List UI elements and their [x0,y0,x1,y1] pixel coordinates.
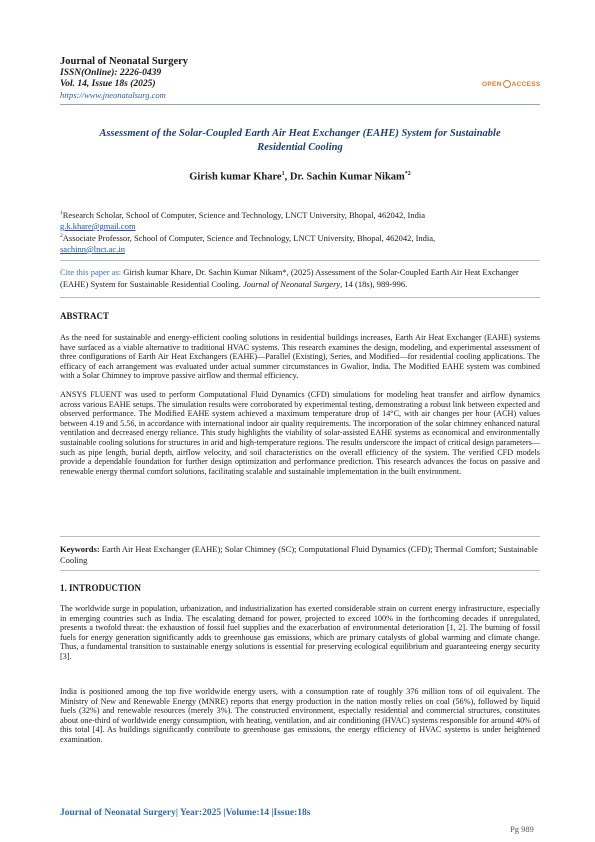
abstract-heading: ABSTRACT [60,311,110,321]
affiliation-1-email-link[interactable]: g.k.khare@gmail.com [60,220,136,231]
affiliation-1-text: Research Scholar, School of Computer, Science and Technology, LNCT University, Bhopal, 462042, India [62,209,426,220]
affiliation-1-mark: 1 [60,210,63,216]
header-divider [60,104,540,105]
open-access-logo [482,80,541,88]
author-1: Girish kumar Khare [189,171,282,183]
open-access-left-text: OPEN [482,80,502,88]
article-title-line-1: Assessment of the Solar-Coupled Earth Air Heat Exchanger (EAHE) System for Sustainable [99,128,501,139]
article-title-line-2: Residential Cooling [257,142,343,153]
citation-bottom-divider [60,297,540,298]
citation-text: Girish kumar Khare, Dr. Sachin Kumar Nikam*, (2025) Assessment of the Solar-Coupled Earth Air Heat Exchanger (EAHE) System for Sustainable Residential Cooling. [60,267,519,289]
introduction-heading: 1. INTRODUCTION [60,583,142,593]
journal-issn: ISSN(Online): 2226-0439 [60,68,162,78]
keywords-text: Earth Air Heat Exchanger (EAHE); Solar Chimney (SC); Computational Fluid Dynamics (CFD); Thermal Comfort; Sustainable Cooling [60,544,538,565]
open-access-lock-icon [503,80,511,88]
abstract-paragraph-1: As the need for sustainable and energy-efficient cooling solutions in residential buildings increases, Earth Air Heat Exchanger (EAHE) systems have surfaced as a viable alternative to traditional HVAC systems. This research examines the design, modeling, and experimental assessment of three configurations of Earth Air Heat Exchangers (EAHE)—Parallel (Existing), Series, and Modified—for residential cooling applications. The efficacy of each arrangement was evaluated under actual summer circumstances in Gwalior, India. The Modified EAHE system was combined with a Solar Chimney to improve passive airflow and thermal efficiency. [60,333,540,381]
author-1-affiliation-mark: 1 [281,171,285,177]
citation-label: Cite this paper as: [60,267,122,277]
footer-page-number: Pg 989 [510,824,534,834]
affiliation-2-text: Associate Professor, School of Computer, Science and Technology, LNCT University, Bhopal, 462042, India, [62,232,436,243]
affiliation-2-mark: 2 [60,233,63,239]
citation-pages: , 14 (18s), 989-996. [340,279,408,289]
author-2-affiliation-mark: *2 [404,171,411,177]
keywords-label: Keywords: [60,544,100,554]
keywords-top-divider [60,536,540,537]
footer-journal-info: Journal of Neonatal Surgery| Year:2025 |Volume:14 |Issue:18s [60,808,311,818]
journal-name: Journal of Neonatal Surgery [60,56,189,67]
article-title [90,127,510,155]
citation-journal: Journal of Neonatal Surgery [242,279,341,289]
introduction-paragraph-2: India is positioned among the top five worldwide energy users, with a consumption rate of roughly 376 million tons of oil equivalent. The Ministry of New and Renewable Energy (MNRE) reports that energy production in the nation mostly relies on coal (56%), followed by liquid fuels (32%) and renewable resources (merely 3%). The constructed environment, especially residential and commercial structures, constitutes about one-third of worldwide energy consumption, with heating, ventilation, and air conditioning (HVAC) systems responsible for around 40% of this total [4]. As buildings significantly contribute to greenhouse gas emissions, the energy efficiency of HVAC systems is under heightened examination. [60,687,540,744]
citation-block [60,266,540,290]
introduction-paragraph-1: The worldwide surge in population, urbanization, and industrialization has exerted considerable strain on current energy infrastructure, especially in emerging countries such as India. The escalating demand for power, projected to exceed 100% in the forthcoming decades if unregulated, presents a twofold threat: the exhaustion of fossil fuel supplies and the exacerbation of environmental deterioration [1, 2]. The burning of fossil fuels for energy generation significantly adds to greenhouse gas emissions, which are primary catalysts of global warming and climate change. Thus, a fundamental transition to sustainable energy solutions is essential for preserving ecological equilibrium and guaranteeing energy security [3]. [60,604,540,661]
affiliation-2-email-link[interactable]: sachinn@lnct.ac.in [60,243,125,254]
journal-url-link[interactable]: https://www.jneonatalsurg.com [60,90,166,100]
open-access-right-text: ACCESS [511,80,541,88]
affiliation-2 [60,231,540,255]
keywords-bottom-divider [60,570,540,571]
author-separator: , [284,171,290,183]
author-list [60,171,540,183]
journal-volume-issue: Vol. 14, Issue 18s (2025) [60,79,156,89]
abstract-paragraph-2: ANSYS FLUENT was used to perform Computational Fluid Dynamics (CFD) simulations for modeling heat transfer and airflow dynamics across various EAHE setups. The simulation results were corroborated by experimental testing, demonstrating a robust link between expected and observed performance. The Modified EAHE system achieved a maximum temperature drop of 14°C, with air changes per hour (ACH) values between 4.19 and 5.56, in accordance with international indoor air quality requirements. The incorporation of the solar chimney enhanced natural ventilation and decreased energy reliance. This study highlights the viability of solar-assisted EAHE systems as economical and environmentally sustainable cooling solutions for structures in arid and high-temperature regions. The results underscore the impact of critical design parameters—such as pipe length, burial depth, airflow velocity, and soil characteristics on the overall efficiency of the system. The verified CFD models provide a dependable foundation for further design optimization and performance prediction. This research advances the focus on passive and renewable energy thermal comfort solutions, facilitating scalable and sustainable implementation in the built environment. [60,390,540,476]
keywords-block [60,544,540,566]
citation-top-divider [60,260,540,261]
author-2: Dr. Sachin Kumar Nikam [289,171,405,183]
journal-header [60,56,360,100]
affiliation-1 [60,208,540,232]
